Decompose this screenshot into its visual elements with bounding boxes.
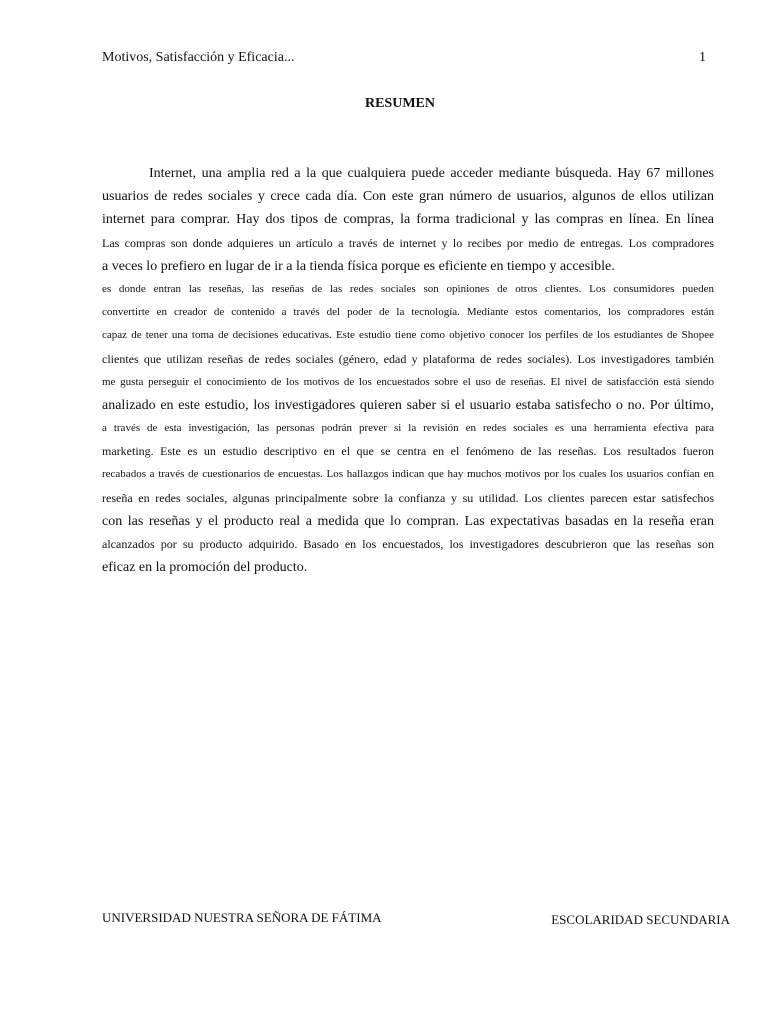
page-number: 1 [699,50,706,65]
abstract-line: eficaz en la promoción del producto. [102,560,308,576]
abstract-line: Internet, una amplia red a la que cualquiera puede acceder mediante búsqueda. Hay 67 millones [149,166,714,181]
footer-program: ESCOLARIDAD SECUNDARIA [551,912,730,927]
abstract-line: a veces lo prefiero en lugar de ir a la tienda física porque es eficiente en tiempo y accesible. [102,258,615,274]
abstract-line: analizado en este estudio, los investigadores quieren saber si el usuario estaba satisfecho o no. Por último, [102,397,714,413]
running-title: Motivos, Satisfacción y Eficacia... [102,50,295,65]
abstract-line: internet para comprar. Hay dos tipos de compras, la forma tradicional y las compras en línea. En línea [102,212,714,228]
abstract-line: clientes que utilizan reseñas de redes sociales (género, edad y plataforma de redes sociales). Los investigadores también [102,351,714,366]
abstract-line: usuarios de redes sociales y crece cada día. Con este gran número de usuarios, algunos de ellos utilizan [102,189,714,205]
abstract-line: es donde entran las reseñas, las reseñas de las redes sociales son opiniones de otros clientes. Los consumidores pueden [102,282,714,295]
page-title: RESUMEN [364,96,435,111]
abstract-line: me gusta perseguir el conocimiento de los motivos de los encuestados sobre el uso de reseñas. El nivel de satisfacción está siendo [102,375,714,388]
abstract-line: convertirte en creador de contenido a través del poder de la tecnología. Mediante estos comentarios, los compradores están [102,306,714,319]
abstract-line: alcanzados por su producto adquirido. Basado en los encuestados, los investigadores descubrieron que las reseñas son [102,537,714,551]
abstract-line: marketing. Este es un estudio descriptivo en el que se centra en el fenómeno de las reseñas. Los resultados fueron [102,444,714,459]
abstract-line: capaz de tener una toma de decisiones educativas. Este estudio tiene como objetivo conocer los perfiles de los estudiantes de Shopee [102,329,714,342]
footer-university: UNIVERSIDAD NUESTRA SEÑORA DE FÁTIMA [102,910,382,925]
abstract-line: reseña en redes sociales, algunas principalmente sobre la confianza y su utilidad. Los clientes parecen estar satisfechos [102,490,714,505]
abstract-line: con las reseñas y el producto real a medida que lo compran. Las expectativas basadas en la reseña eran [102,513,714,529]
abstract-body [102,162,714,579]
abstract-line: a través de esta investigación, las personas podrán prever si la revisión en redes sociales es una herramienta efectiva para [102,422,714,435]
running-head [102,50,706,66]
abstract-line: Las compras son donde adquieres un artículo a través de internet y lo recibes por medio de entregas. Los compradores [102,235,714,250]
abstract-line: recabados a través de cuestionarios de encuestas. Los hallazgos indican que hay muchos motivos por los cuales los usuarios confían en [102,468,714,481]
